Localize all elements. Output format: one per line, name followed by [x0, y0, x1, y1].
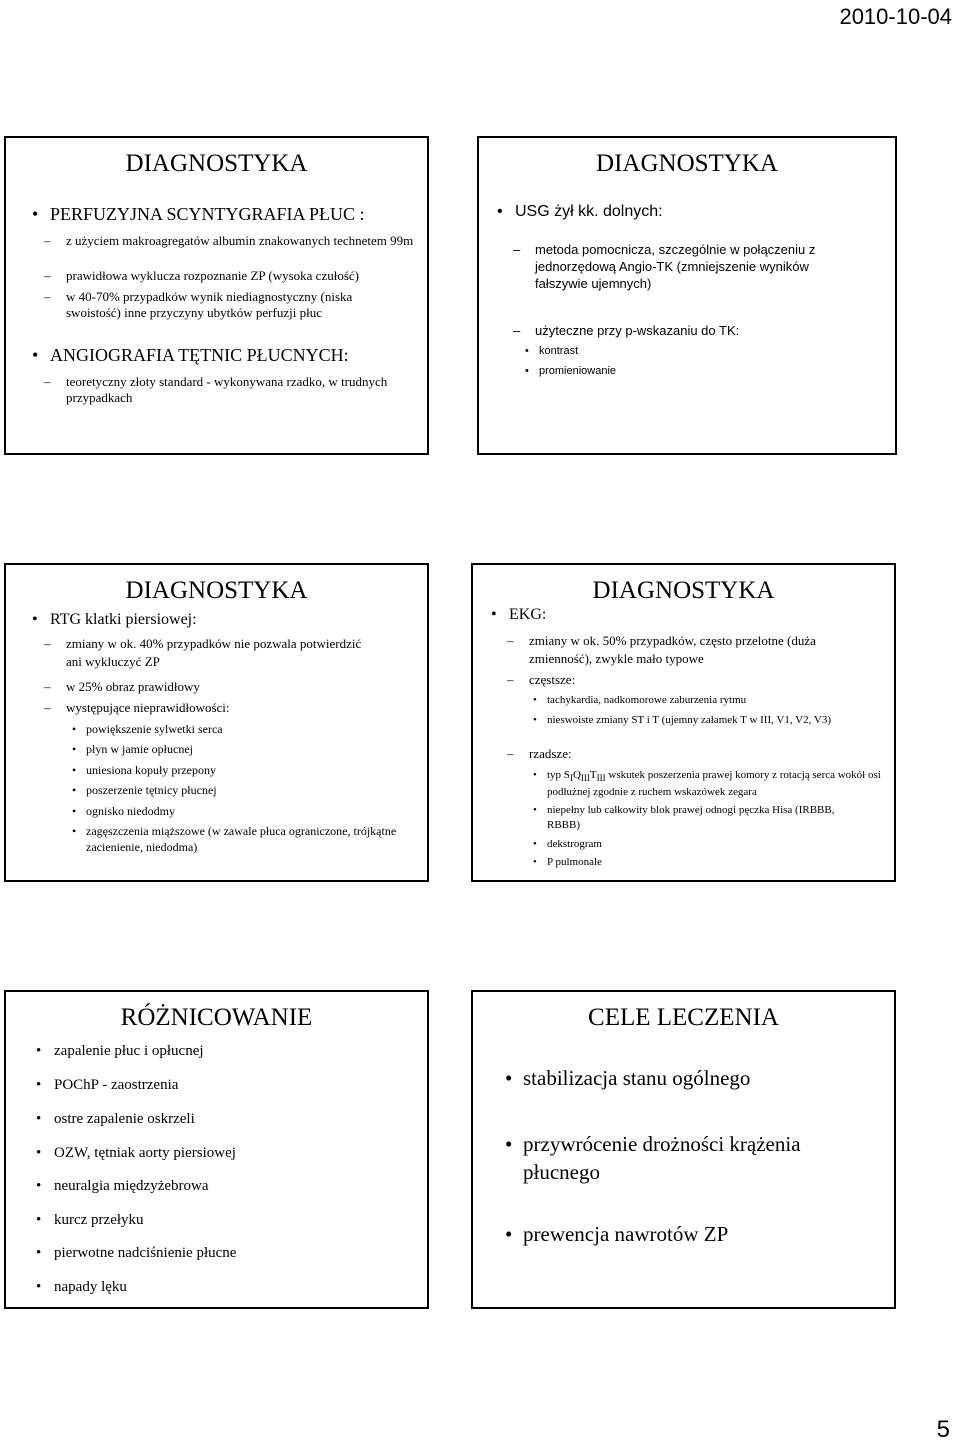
sub-sub-bullet: • powiększenie sylwetki serca — [86, 722, 416, 736]
sub-sub-bullet — [547, 768, 885, 800]
slide-5 — [4, 990, 429, 1309]
list-item: • napady lęku — [54, 1278, 414, 1296]
sub-sub-bullet: • płyn w jamie opłucnej — [86, 742, 416, 756]
slide-title: DIAGNOSTYKA — [592, 577, 775, 604]
page-number: 5 — [936, 1416, 950, 1443]
typ-q: Q — [572, 769, 581, 781]
sub-bullet: – użyteczne przy p-wskazaniu do TK: — [535, 323, 875, 339]
sub-sub-bullet: • kontrast — [539, 345, 839, 358]
slide-4 — [471, 563, 896, 882]
sub-sub-bullet: • poszerzenie tętnicy płucnej — [86, 783, 416, 797]
header-date: 2010-10-04 — [839, 4, 952, 29]
sub-bullet: – zmiany w ok. 40% przypadków nie pozwala potwierdzić ani wykluczyć ZP — [66, 635, 366, 670]
sub-sub-bullet: • promieniowanie — [539, 365, 839, 378]
sub-bullet: – zmiany w ok. 50% przypadków, często przelotne (duża zmienność), zwykle mało typowe — [529, 632, 849, 667]
sub-bullet: – w 40-70% przypadków wynik niediagnostyczny (niska swoistość) inne przyczyny ubytków perfuzji płuc — [66, 289, 396, 320]
bullet-angiografia: • ANGIOGRAFIA TĘTNIC PŁUCNYCH: — [50, 345, 420, 367]
sub-bullet: – teoretyczny złoty standard - wykonywana rzadko, w trudnych przypadkach — [66, 374, 416, 405]
bullet-perfuzyjna: • PERFUZYJNA SCYNTYGRAFIA PŁUC : — [50, 204, 410, 226]
list-item: • kurcz przełyku — [54, 1211, 414, 1229]
subscript: III — [580, 773, 590, 784]
sub-bullet: – metoda pomocnicza, szczególnie w połączeniu z jednorzędową Angio-TK (zmniejszenie wyników fałszywie ujemnych) — [535, 242, 865, 293]
sub-sub-bullet: • nieswoiste zmiany ST i T (ujemny załamek T w III, V1, V2, V3) — [547, 713, 867, 728]
list-item: • prewencja nawrotów ZP — [523, 1222, 863, 1247]
list-item: • pierwotne nadciśnienie płucne — [54, 1244, 414, 1262]
sub-bullet: – rzadsze: — [529, 746, 849, 762]
slide-title: DIAGNOSTYKA — [125, 577, 308, 604]
slide-title: DIAGNOSTYKA — [125, 150, 308, 177]
list-item: • ostre zapalenie oskrzeli — [54, 1110, 414, 1128]
slide-2 — [477, 136, 897, 455]
sub-sub-bullet: • uniesiona kopuły przepony — [86, 763, 416, 777]
slide-title: RÓŻNICOWANIE — [120, 1004, 313, 1031]
list-item: • POChP - zaostrzenia — [54, 1076, 414, 1094]
sub-sub-bullet: • dekstrogram — [547, 838, 847, 851]
slide-title: DIAGNOSTYKA — [596, 150, 778, 177]
bullet-ekg: • EKG: — [509, 605, 869, 624]
sub-bullet: – z użyciem makroagregatów albumin znakowanych technetem 99m — [66, 233, 421, 249]
sub-sub-bullet: • P pulmonale — [547, 856, 847, 869]
list-item: • neuralgia międzyżebrowa — [54, 1177, 414, 1195]
list-item: • OZW, tętniak aorty piersiowej — [54, 1144, 414, 1162]
typ-prefix: typ S — [547, 769, 570, 781]
list-item: • przywrócenie drożności krążenia płucnego — [523, 1130, 863, 1187]
typ-t: T — [589, 769, 597, 781]
slide-6 — [471, 990, 896, 1309]
subscript: I — [569, 773, 573, 784]
sub-bullet: – występujące nieprawidłowości: — [66, 700, 406, 716]
sub-sub-bullet: • tachykardia, nadkomorowe zaburzenia rytmu — [547, 694, 877, 707]
slide-1 — [4, 136, 429, 455]
sub-bullet: – częstsze: — [529, 672, 849, 688]
sub-sub-bullet: • ognisko niedodmy — [86, 804, 416, 818]
typ-rest: wskutek poszerzenia prawej komory z rotacją serca wokół osi podłużnej zgodnie z ruchem wskazówek zegara — [547, 769, 881, 798]
slide-3 — [4, 563, 429, 882]
bullet-usg: • USG żył kk. dolnych: — [515, 202, 885, 221]
sub-bullet: – prawidłowa wyklucza rozpoznanie ZP (wysoka czułość) — [66, 268, 421, 284]
sub-sub-bullet: • zagęszczenia miąższowe (w zawale płuca ograniczone, trójkątne zacienienie, niedodma) — [86, 824, 416, 855]
list-item: • stabilizacja stanu ogólnego — [523, 1066, 863, 1091]
list-item: • zapalenie płuc i opłucnej — [54, 1042, 414, 1060]
subscript: III — [596, 773, 606, 784]
sub-sub-bullet: • niepełny lub całkowity blok prawej odnogi pęczka Hisa (IRBBB, RBBB) — [547, 803, 847, 834]
bullet-rtg: • RTG klatki piersiowej: — [50, 610, 410, 629]
slide-title: CELE LECZENIA — [588, 1004, 779, 1031]
sub-bullet: – w 25% obraz prawidłowy — [66, 679, 406, 695]
